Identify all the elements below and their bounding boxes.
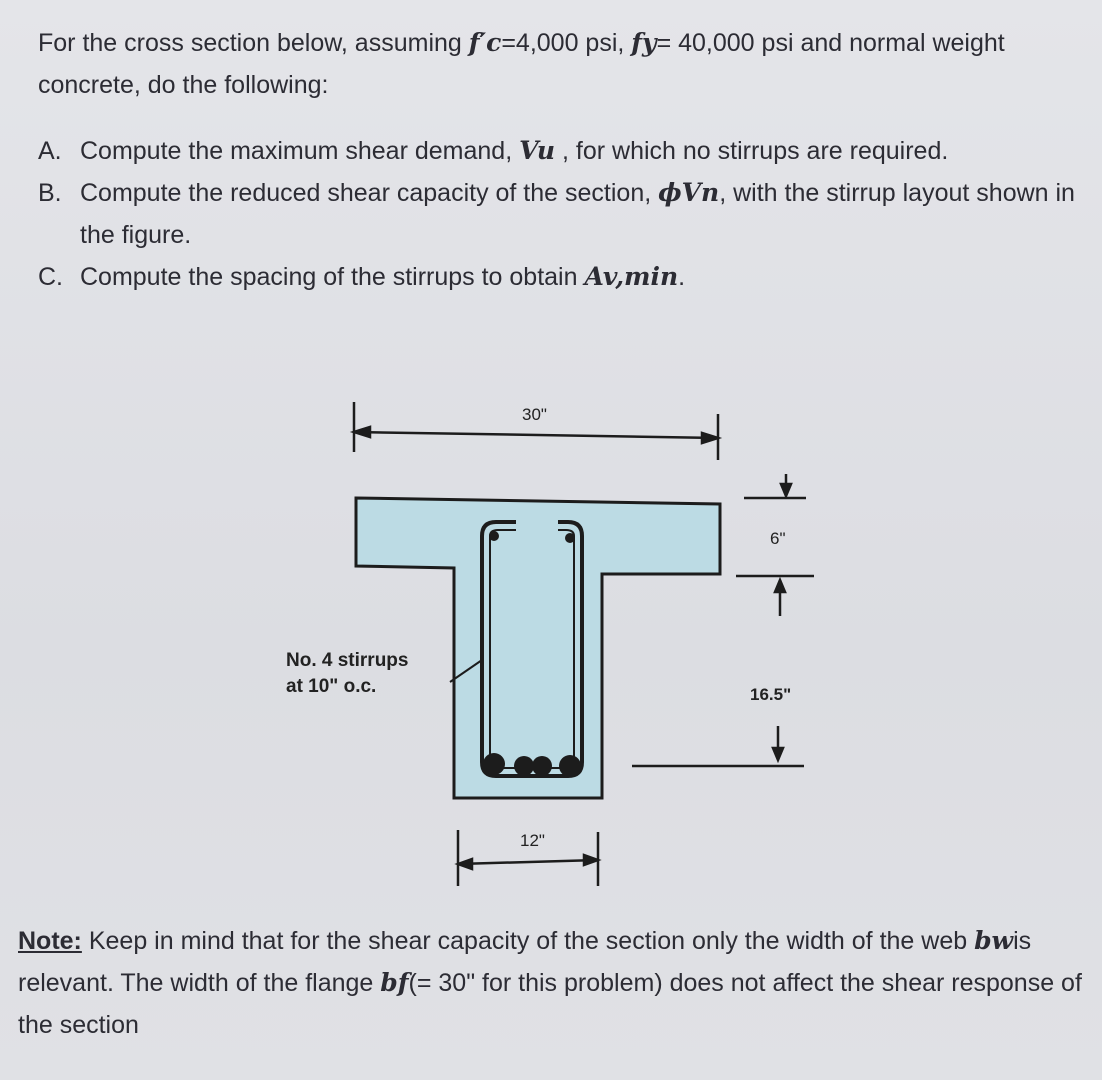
rebar-top-right <box>565 533 575 543</box>
task-a <box>38 130 1078 172</box>
task-letter: C. <box>38 263 63 291</box>
rebar-top-left <box>489 531 499 541</box>
stirrup-label-line2: at 10" o.c. <box>286 676 377 697</box>
task-b <box>38 172 1078 256</box>
task-text: Compute the maximum shear demand, <box>80 137 520 165</box>
note-text: (= 30" for this problem) does not affect the shear response of the section <box>18 969 1082 1039</box>
web-depth-label: 16.5" <box>750 685 792 704</box>
fy-symbol: fy <box>631 28 657 57</box>
fc-symbol: f′c <box>468 28 502 57</box>
rebar-bottom <box>532 756 552 776</box>
task-text: , for which no stirrups are required. <box>555 137 949 165</box>
bw-symbol: bw <box>974 926 1014 955</box>
task-list <box>38 130 1078 298</box>
task-letter: B. <box>38 179 62 207</box>
t-beam-diagram <box>270 390 830 900</box>
note-text: is relevant. The width of the flange <box>18 927 1032 997</box>
bf-symbol: bf <box>380 968 409 997</box>
intro-paragraph <box>38 22 1078 106</box>
task-text: Compute the reduced shear capacity of the section, <box>80 179 659 207</box>
task-text: , with the stirrup layout shown in the figure. <box>80 179 1075 249</box>
phi-vn-symbol: ϕVn <box>658 178 720 207</box>
note-paragraph <box>18 920 1088 1046</box>
vu-symbol: Vu <box>519 136 556 165</box>
task-letter: A. <box>38 137 62 165</box>
intro-text: For the cross section below, assuming <box>38 29 469 57</box>
rebar-bottom <box>559 755 581 777</box>
rebar-bottom <box>483 753 505 775</box>
web-width-label: 12" <box>520 831 545 850</box>
task-text: . <box>678 263 686 291</box>
stirrup-label-line1: No. 4 stirrups <box>286 650 409 671</box>
task-c <box>38 256 1078 298</box>
flange-width-label: 30" <box>522 405 547 424</box>
av-min-symbol: Av,min <box>584 262 679 291</box>
task-text: Compute the spacing of the stirrups to obtain <box>80 263 585 291</box>
note-heading: Note: <box>18 927 82 955</box>
t-beam-section <box>356 498 720 798</box>
note-text: Keep in mind that for the shear capacity of the section only the width of the web <box>81 927 975 955</box>
rebar-bottom <box>514 756 534 776</box>
flange-depth-label: 6" <box>770 529 786 548</box>
fc-value: =4,000 psi, <box>501 29 632 57</box>
fy-value: = 40,000 psi and normal weight concrete, do the following: <box>38 29 1005 99</box>
